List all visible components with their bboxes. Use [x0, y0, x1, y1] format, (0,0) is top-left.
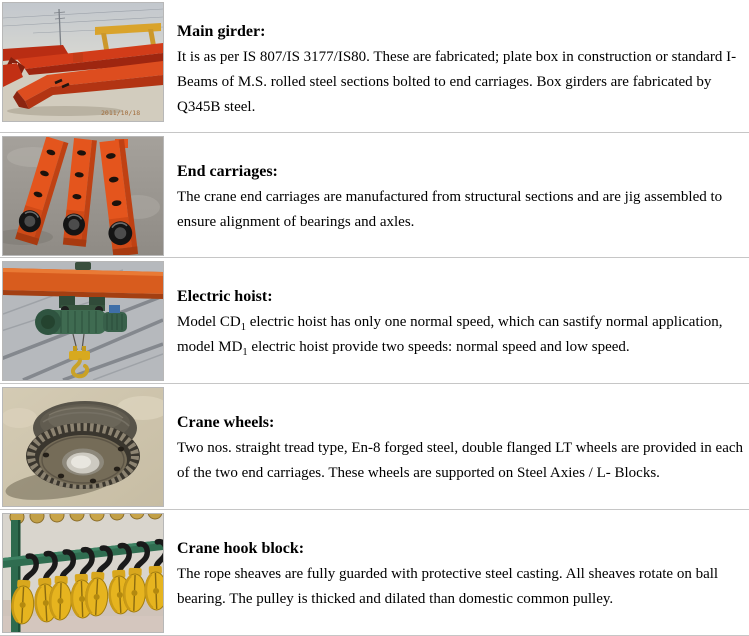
photo-timestamp: 2011/10/18	[101, 109, 141, 117]
crane-wheels-text	[170, 384, 749, 509]
main-girder-body: It is as per IS 807/IS 3177/IS80. These are fabricated; plate box in construction or standard I-Beams of M.S. rolled steel sections bolted to end carriages. Box girders are fabricated by Q345B steel.	[177, 49, 737, 115]
end-carriages-body: The crane end carriages are manufactured from structural sections and are jig assembled to ensure alignment of bearings and axles.	[177, 189, 723, 230]
crane-hook-block-body: The rope sheaves are fully guarded with protective steel casting. All sheaves rotate on ball bearing. The pulley is thicked and dilated than domestic common pulley.	[177, 566, 719, 607]
end-carriages-heading: End carriages:	[177, 163, 278, 180]
section-crane-wheels	[0, 384, 749, 510]
electric-hoist-heading: Electric hoist:	[177, 288, 273, 305]
trolley-motor	[75, 262, 91, 270]
main-girder-photo	[2, 2, 164, 122]
crane-wheel-photo	[2, 387, 164, 507]
electric-hoist-photo-cell	[0, 258, 170, 383]
main-girder-photo-cell	[0, 0, 170, 132]
end-carriages-photo	[2, 136, 164, 256]
wheel-bore	[62, 449, 104, 476]
crane-wheels-heading: Crane wheels:	[177, 414, 275, 431]
section-electric-hoist	[0, 258, 749, 384]
end-carriages-text	[170, 133, 749, 257]
section-crane-hook-block	[0, 510, 749, 636]
end-carriages-photo-cell	[0, 133, 170, 257]
crane-hook-block-heading: Crane hook block:	[177, 540, 305, 557]
electric-hoist-body: Model $CD_1$ electric hoist has only one normal speed, which can sastify normal application, model $MD_1$ electric hoist provide two speeds: normal speed and low speed.	[177, 314, 723, 358]
crane-hook-block-text	[170, 510, 749, 635]
crane-wheels-photo-cell	[0, 384, 170, 509]
main-girder-heading: Main girder:	[177, 23, 266, 40]
crane-girder	[3, 268, 163, 299]
electric-hoist-photo	[2, 261, 164, 381]
crane-hook-block-photo	[2, 513, 164, 633]
section-end-carriages	[0, 133, 749, 258]
electric-hoist-text	[170, 258, 749, 383]
crane-wheels-body: Two nos. straight tread type, En-8 forged steel, double flanged LT wheels are provided in each of the two end carriages. These wheels are supported on Steel Axies / L- Blocks.	[177, 440, 744, 481]
main-girder-text	[170, 0, 749, 132]
crane-hook-block-photo-cell	[0, 510, 170, 635]
section-main-girder	[0, 0, 749, 133]
